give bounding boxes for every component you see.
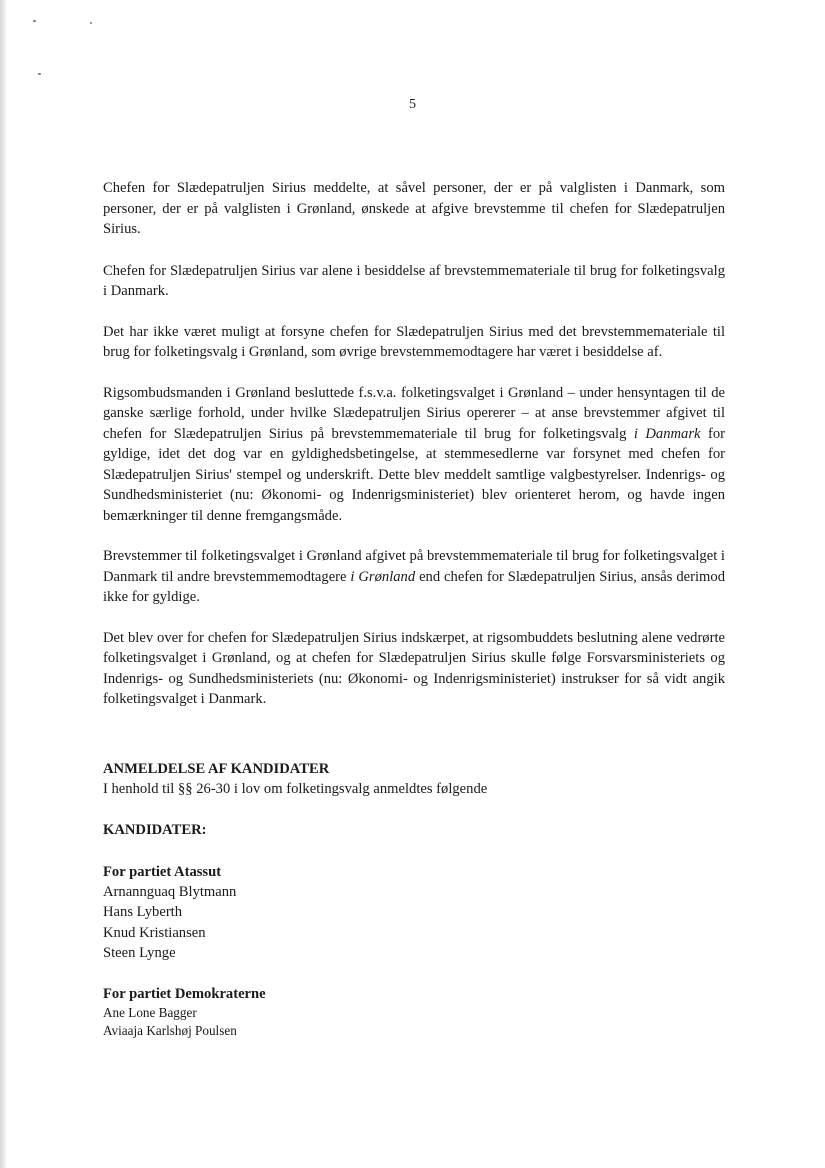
page-number: 5 — [409, 97, 416, 112]
paragraph — [103, 546, 725, 608]
paragraph-text: end chefen for Slædepatruljen Sirius, ansås derimod ikke for gyldige. — [103, 568, 725, 605]
candidate-name: Steen Lynge — [103, 945, 176, 961]
candidate-name: Knud Kristiansen — [103, 924, 206, 941]
scan-left-edge — [0, 0, 6, 1168]
party-block — [103, 984, 725, 1040]
paragraph: Det blev over for chefen for Slædepatruljen Sirius indskærpet, at rigsombuddets beslutning alene vedrørte folketingsvalget i Grønland, og at chefen for Slædepatruljen Sirius skulle følge Forsvarsministeriets og Indenrigs- og Sundhedsministeriets (nu: Økonomi- og Indenrigsministeriet) instrukser for så vidt angik folketingsvalget i Danmark. — [103, 629, 725, 707]
party-name: For partiet Atassut — [103, 863, 222, 880]
party-name: For partiet Demokraterne — [103, 985, 266, 1002]
paragraph-italic: i Grønland — [350, 568, 416, 585]
scan-speck — [33, 20, 36, 22]
party-block — [103, 862, 725, 964]
paragraph-text: Rigsombudsmanden i Grønland besluttede f.s.v.a. folketingsvalget i Grønland – under hensyntagen til de ganske særlige forhold, under hvilke Slædepatruljen Sirius opererer – at anse brevstemmer afgivet til chefen for Slædepatruljen Sirius på brevstemmemateriale til brug for folketingsvalg — [103, 384, 725, 442]
paragraph: Chefen for Slædepatruljen Sirius meddelte, at såvel personer, der er på valglisten i Danmark, som personer, der er på valglisten i Grønland, ønskede at afgive brevstemme til chefen for Slædepatruljen Sirius. — [103, 180, 725, 237]
section-heading: ANMELDELSE AF KANDIDATER — [103, 760, 330, 777]
document-body — [103, 178, 725, 1060]
candidate-name: Ane Lone Bagger — [103, 1004, 197, 1020]
scan-speck — [38, 73, 41, 75]
candidates-heading: KANDIDATER: — [103, 821, 207, 838]
paragraph-italic: i Danmark — [633, 425, 701, 442]
paragraph: Chefen for Slædepatruljen Sirius var alene i besiddelse af brevstemmemateriale til brug for folketingsvalg i Danmark. — [103, 262, 725, 299]
paragraph-text: for gyldige, idet det dog var en gyldighedsbetingelse, at stemmesedlerne var forsynet med chefen for Slædepatruljen Sirius' stempel og underskrift. Dette blev meddelt samtlige valgbestyrelser. Indenrigs- og Sundhedsministeriet (nu: Økonomi- og Indenrigsministeriet) blev orienteret herom, og havde ingen bemærkninger til denne fremgangsmåde. — [103, 425, 725, 524]
section-intro: I henhold til §§ 26-30 i lov om folketingsvalg anmeldtes følgende — [103, 780, 488, 797]
candidate-name: Hans Lyberth — [103, 904, 183, 920]
candidate-name: Arnannguaq Blytmann — [103, 883, 237, 900]
paragraph — [103, 383, 725, 527]
paragraph-text: Brevstemmer til folketingsvalget i Grønland afgivet på brevstemmemateriale til brug for folketingsvalget i Danmark til andre brevstemmemodtagere — [103, 548, 725, 585]
scan-speck — [90, 22, 92, 24]
spacer — [103, 730, 725, 759]
paragraph: Det har ikke været muligt at forsyne chefen for Slædepatruljen Sirius med det brevstemmemateriale til brug for folketingsvalg i Grønland, som øvrige brevstemmemodtagere har været i besiddelse af. — [103, 323, 725, 360]
candidate-name: Aviaaja Karlshøj Poulsen — [103, 1022, 237, 1038]
